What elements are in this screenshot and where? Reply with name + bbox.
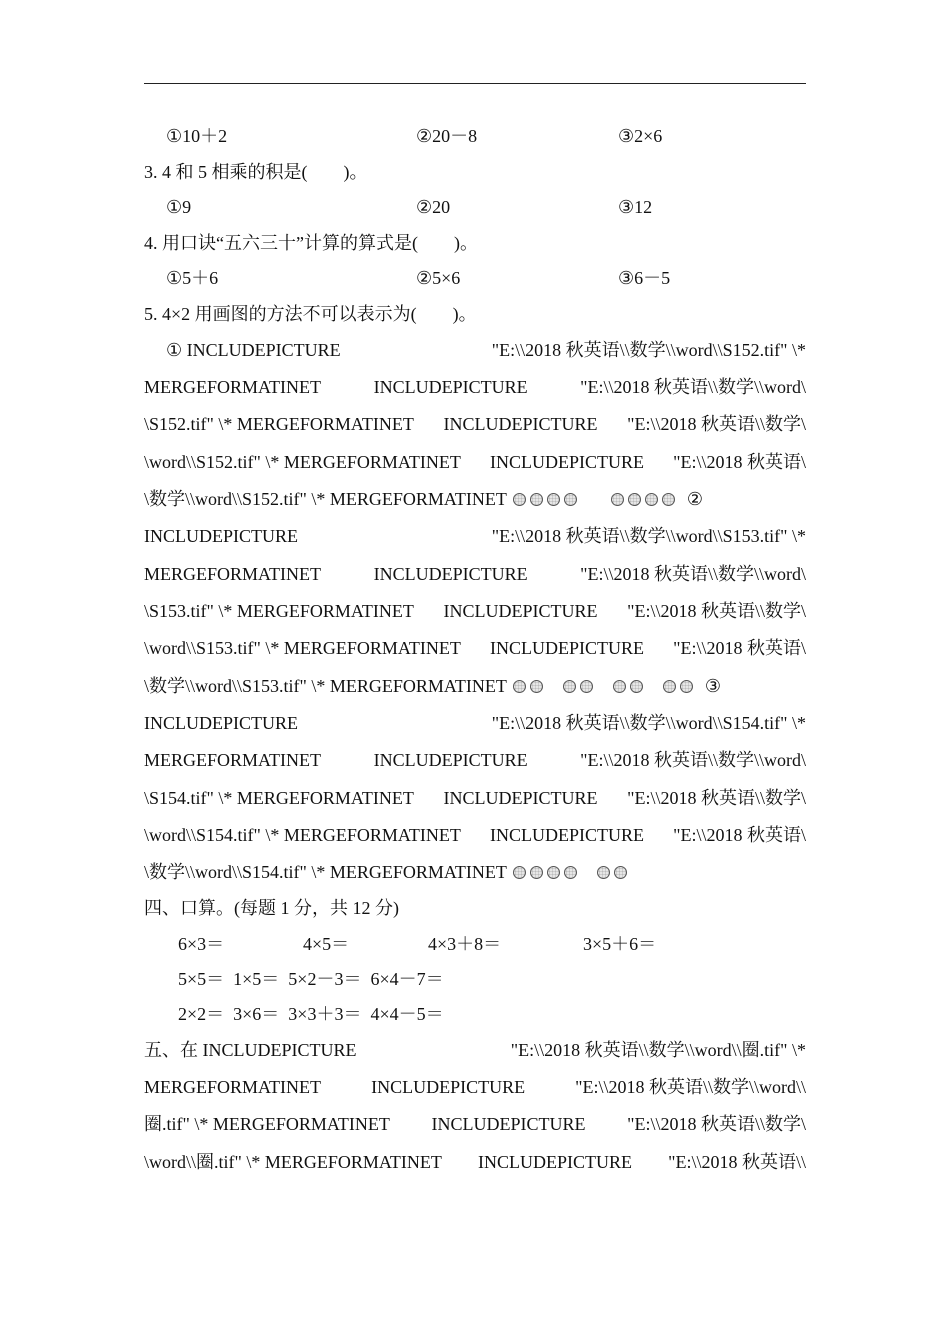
text-segment: 五、在 INCLUDEPICTURE [144, 1040, 357, 1060]
dot-group-2 [663, 680, 693, 693]
text-segment: "E:\\2018 秋英语\\数学\\word\\S153.tif" \* [491, 526, 806, 546]
dot-group-4 [611, 493, 675, 506]
text-segment: INCLUDEPICTURE [373, 377, 528, 397]
text-segment: INCLUDEPICTURE [443, 601, 598, 621]
q4-option-3: ③6－5 [618, 268, 671, 288]
text-segment: "E:\\2018 秋英语\\数学\\word\\圈.tif" \* [510, 1040, 806, 1060]
text-segment: \S153.tif" \* MERGEFORMATINET [144, 601, 414, 621]
dot-icon [513, 680, 526, 693]
q2-option-2: ②20－8 [416, 126, 478, 146]
text-segment: \word\\S154.tif" \* MERGEFORMATINET [144, 825, 461, 845]
q5-field-line [144, 823, 806, 847]
text-segment: 圈.tif" \* MERGEFORMATINET [144, 1114, 390, 1134]
dot-icon [614, 866, 627, 879]
text-segment: \S154.tif" \* MERGEFORMATINET [144, 788, 414, 808]
text-segment: "E:\\2018 秋英语\\数学\\word\\ [575, 1077, 806, 1097]
q3-option-3: ③12 [618, 197, 653, 217]
text-segment: "E:\\2018 秋英语\\数学\ [627, 1114, 806, 1134]
text-segment: "E:\\2018 秋英语\\数学\ [627, 414, 806, 434]
dot-icon [680, 680, 693, 693]
text-segment: INCLUDEPICTURE [373, 564, 528, 584]
text-segment: INCLUDEPICTURE [477, 1152, 632, 1172]
header-rule [144, 83, 806, 84]
text-segment: MERGEFORMATINET [144, 564, 322, 584]
q5-field-line [144, 524, 806, 548]
q4-stem: 4. 用口诀“五六三十”计算的算式是( )。 [144, 233, 478, 253]
q5-field-line [166, 338, 806, 362]
text-segment: INCLUDEPICTURE [144, 526, 298, 546]
dot-icon [547, 493, 560, 506]
dot-group-2 [613, 680, 643, 693]
dot-icon [530, 493, 543, 506]
q4-option-1: ①5＋6 [166, 268, 219, 288]
text-segment: "E:\\2018 秋英语\ [673, 638, 806, 658]
text-segment: "E:\\2018 秋英语\ [673, 452, 806, 472]
q5-field-line [144, 711, 806, 735]
dot-icon [630, 680, 643, 693]
dot-icon [513, 866, 526, 879]
calc-item: 4×5＝ [303, 934, 350, 954]
q5-field-line [144, 748, 806, 772]
text-segment: INCLUDEPICTURE [431, 1114, 586, 1134]
dot-icon [597, 866, 610, 879]
text-segment: INCLUDEPICTURE [490, 825, 644, 845]
dot-icon [563, 680, 576, 693]
text-segment: "E:\\2018 秋英语\ [673, 825, 806, 845]
dot-group-4 [513, 493, 577, 506]
text-segment: "E:\\2018 秋英语\\数学\\word\ [580, 377, 806, 397]
dot-icon [547, 866, 560, 879]
dot-icon [530, 680, 543, 693]
text-segment: ① INCLUDEPICTURE [166, 340, 341, 360]
q5-option-1-line [144, 487, 806, 511]
dot-group-2 [563, 680, 593, 693]
dot-icon [645, 493, 658, 506]
dot-icon [611, 493, 624, 506]
q5-field-line: \数学\\word\\S154.tif" \* MERGEFORMATINET [144, 862, 507, 882]
q5-option-3-marker: ③ [704, 676, 721, 696]
q5-field-line [144, 375, 806, 399]
text-segment: "E:\\2018 秋英语\\数学\\word\\S152.tif" \* [491, 340, 806, 360]
text-segment: \word\\圈.tif" \* MERGEFORMATINET [144, 1152, 442, 1172]
text-segment: "E:\\2018 秋英语\\数学\ [627, 788, 806, 808]
text-segment: INCLUDEPICTURE [490, 452, 644, 472]
q5-option-2-marker: ② [686, 489, 703, 509]
dot-group-2 [597, 866, 627, 879]
dot-icon [564, 493, 577, 506]
text-segment: MERGEFORMATINET [144, 377, 322, 397]
section4-row-3: 2×2＝ 3×6＝ 3×3＋3＝ 4×4－5＝ [178, 1004, 444, 1024]
q3-option-1: ①9 [166, 197, 192, 217]
dot-icon [628, 493, 641, 506]
dot-icon [564, 866, 577, 879]
calc-item: 6×3＝ [178, 934, 225, 954]
text-segment: INCLUDEPICTURE [443, 414, 598, 434]
text-segment: INCLUDEPICTURE [144, 713, 298, 733]
q5-field-line: \数学\\word\\S152.tif" \* MERGEFORMATINET [144, 489, 507, 509]
q3-stem: 3. 4 和 5 相乘的积是( )。 [144, 162, 368, 182]
text-segment: "E:\\2018 秋英语\\数学\ [627, 601, 806, 621]
section5-line [144, 1112, 806, 1136]
dot-icon [580, 680, 593, 693]
section5-line [144, 1038, 806, 1062]
q5-stem: 5. 4×2 用画图的方法不可以表示为( )。 [144, 304, 477, 324]
section4-title: 四、口算。(每题 1 分，共 12 分) [144, 898, 399, 918]
dot-icon [613, 680, 626, 693]
q5-field-line [144, 450, 806, 474]
dot-icon [662, 493, 675, 506]
text-segment: MERGEFORMATINET [144, 750, 322, 770]
text-segment: INCLUDEPICTURE [373, 750, 528, 770]
text-segment: \word\\S153.tif" \* MERGEFORMATINET [144, 638, 461, 658]
section5-line [144, 1150, 806, 1174]
q5-field-line [144, 599, 806, 623]
q4-option-2: ②5×6 [416, 268, 461, 288]
q5-option-2-line [144, 674, 806, 698]
text-segment: "E:\\2018 秋英语\\数学\\word\ [580, 750, 806, 770]
calc-item: 4×3＋8＝ [428, 934, 502, 954]
q5-field-line: \数学\\word\\S153.tif" \* MERGEFORMATINET [144, 676, 507, 696]
dot-group-2 [513, 680, 543, 693]
q5-field-line [144, 412, 806, 436]
text-segment: MERGEFORMATINET [144, 1077, 322, 1097]
section5-line [144, 1075, 806, 1099]
section4-row-2: 5×5＝ 1×5＝ 5×2－3＝ 6×4－7＝ [178, 969, 444, 989]
q5-field-line [144, 636, 806, 660]
q2-option-3: ③2×6 [618, 126, 663, 146]
q5-field-line [144, 562, 806, 586]
dot-group-4 [513, 866, 577, 879]
dot-icon [513, 493, 526, 506]
text-segment: "E:\\2018 秋英语\\数学\\word\\S154.tif" \* [491, 713, 806, 733]
q3-option-2: ②20 [416, 197, 451, 217]
text-segment: "E:\\2018 秋英语\\数学\\word\ [580, 564, 806, 584]
text-segment: \S152.tif" \* MERGEFORMATINET [144, 414, 414, 434]
q5-field-line [144, 786, 806, 810]
dot-icon [530, 866, 543, 879]
text-segment: INCLUDEPICTURE [490, 638, 644, 658]
q2-option-1: ①10＋2 [166, 126, 228, 146]
text-segment: "E:\\2018 秋英语\\ [668, 1152, 806, 1172]
text-segment: INCLUDEPICTURE [443, 788, 598, 808]
calc-item: 3×5＋6＝ [583, 934, 657, 954]
text-segment: INCLUDEPICTURE [371, 1077, 526, 1097]
dot-icon [663, 680, 676, 693]
q5-option-3-line [144, 860, 806, 884]
text-segment: \word\\S152.tif" \* MERGEFORMATINET [144, 452, 461, 472]
section4-row-1 [178, 932, 806, 1052]
